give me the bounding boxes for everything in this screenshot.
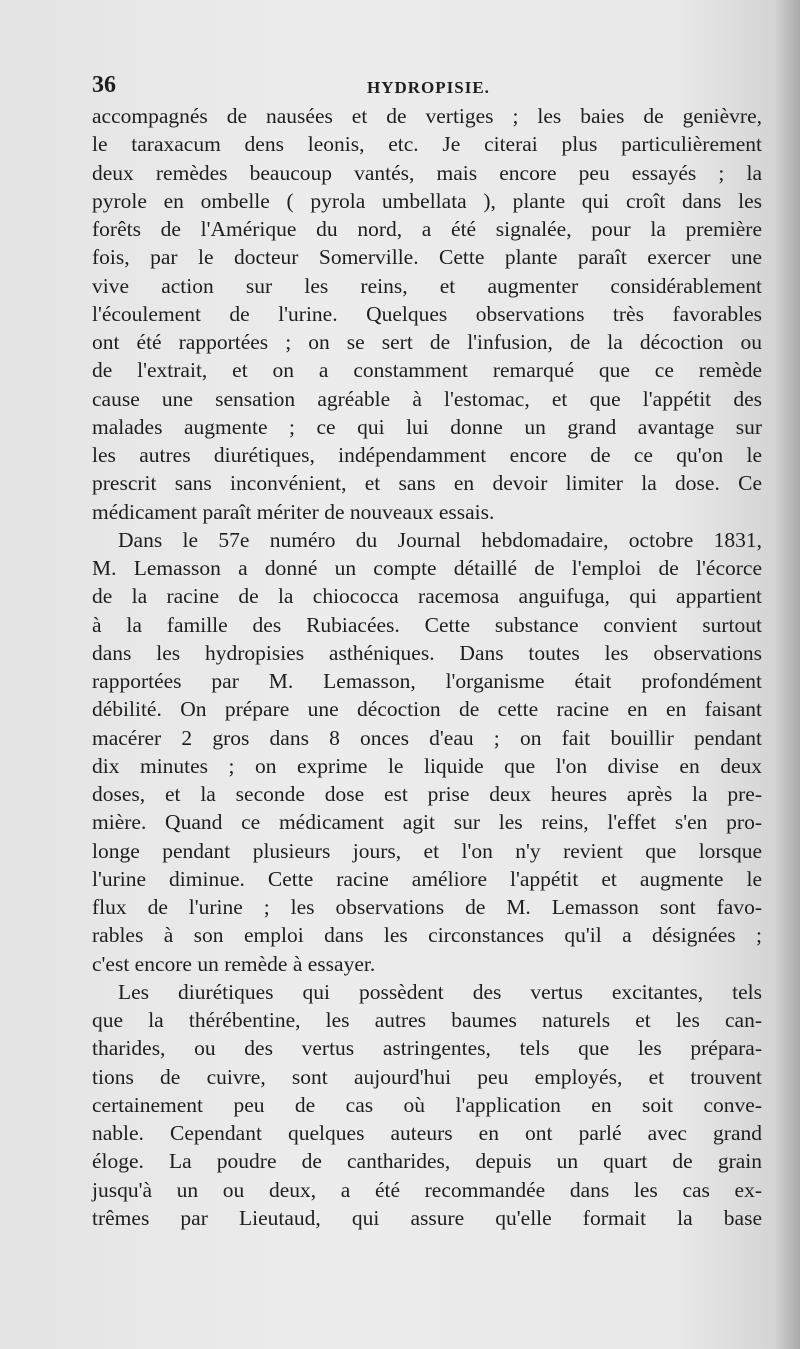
paragraph-1 (92, 102, 762, 526)
text-line: doses, et la seconde dose est prise deux heures après la pre- (92, 782, 762, 806)
text-line: tharides, ou des vertus astringentes, tels que les prépara- (92, 1036, 762, 1061)
text-line: flux de l'urine ; les observations de M. Lemasson sont favo- (92, 895, 762, 919)
text-line: rapportées par M. Lemasson, l'organisme était profondément (92, 669, 762, 693)
text-line: mière. Quand ce médicament agit sur les reins, l'effet s'en pro- (92, 810, 762, 835)
text-line: forêts de l'Amérique du nord, a été signalée, pour la première (92, 217, 762, 241)
text-line: éloge. La poudre de cantharides, depuis un quart de grain (92, 1149, 762, 1174)
text-line: M. Lemasson a donné un compte détaillé de l'emploi de l'écorce (92, 556, 762, 580)
page-number: 36 (92, 72, 116, 98)
text-line: macérer 2 gros dans 8 onces d'eau ; on fait bouillir pendant (92, 725, 762, 750)
text-line: le taraxacum dens leonis, etc. Je citerai plus particulièrement (92, 132, 762, 157)
text-line: malades augmente ; ce qui lui donne un grand avantage sur (92, 414, 762, 439)
text-line: longe pendant plusieurs jours, et l'on n'y revient que lorsque (92, 838, 762, 863)
paragraph-2 (92, 526, 762, 978)
text-line: prescrit sans inconvénient, et sans en devoir limiter la dose. Ce (92, 471, 762, 496)
text-line: deux remèdes beaucoup vantés, mais encore peu essayés ; la (92, 160, 762, 185)
text-line: vive action sur les reins, et augmenter considérablement (92, 273, 762, 298)
text-line: Dans le 57e numéro du Journal hebdomadaire, octobre 1831, (118, 527, 762, 552)
text-line: cause une sensation agréable à l'estomac, et que l'appétit des (92, 386, 762, 411)
text-line: c'est encore un remède à essayer. (92, 951, 376, 976)
text-line: l'écoulement de l'urine. Quelques observations très favorables (92, 301, 762, 326)
text-line: médicament paraît mériter de nouveaux essais. (92, 499, 495, 524)
text-line: rables à son emploi dans les circonstances qu'il a désignées ; (92, 923, 762, 948)
text-line: accompagnés de nausées et de vertiges ; les baies de genièvre, (92, 104, 762, 128)
text-line: de la racine de la chiococca racemosa anguifuga, qui appartient (92, 584, 762, 609)
text-line: fois, par le docteur Somerville. Cette plante paraît exercer une (92, 245, 762, 270)
text-line: jusqu'à un ou deux, a été recommandée dans les cas ex- (92, 1177, 762, 1202)
text-line: ont été rapportées ; on se sert de l'infusion, de la décoction ou (92, 330, 762, 354)
text-line: à la famille des Rubiacées. Cette substance convient surtout (92, 612, 762, 637)
chapter-title: HYDROPISIE. (367, 78, 490, 97)
text-line: l'urine diminue. Cette racine améliore l'appétit et augmente le (92, 866, 762, 891)
text-line: trêmes par Lieutaud, qui assure qu'elle formait la base (92, 1205, 762, 1230)
text-line: débilité. On prépare une décoction de cette racine en en faisant (92, 697, 762, 722)
text-line: de l'extrait, et on a constamment remarqué que ce remède (92, 358, 762, 383)
text-line: les autres diurétiques, indépendamment encore de ce qu'on le (92, 443, 762, 467)
running-head (92, 72, 762, 106)
text-line: tions de cuivre, sont aujourd'hui peu employés, et trouvent (92, 1064, 762, 1089)
text-line: nable. Cependant quelques auteurs en ont parlé avec grand (92, 1121, 762, 1145)
text-line: dix minutes ; on exprime le liquide que l'on divise en deux (92, 753, 762, 778)
text-line: que la thérébentine, les autres baumes naturels et les can- (92, 1008, 762, 1032)
text-line: pyrole en ombelle ( pyrola umbellata ), plante qui croît dans les (92, 188, 762, 213)
text-line: certainement peu de cas où l'application en soit conve- (92, 1092, 762, 1117)
binding-shadow (774, 0, 800, 1349)
paragraph-3 (92, 978, 762, 1232)
text-line: Les diurétiques qui possèdent des vertus excitantes, tels (118, 979, 762, 1004)
text-line: dans les hydropisies asthéniques. Dans toutes les observations (92, 640, 762, 665)
body-text (92, 102, 762, 1232)
